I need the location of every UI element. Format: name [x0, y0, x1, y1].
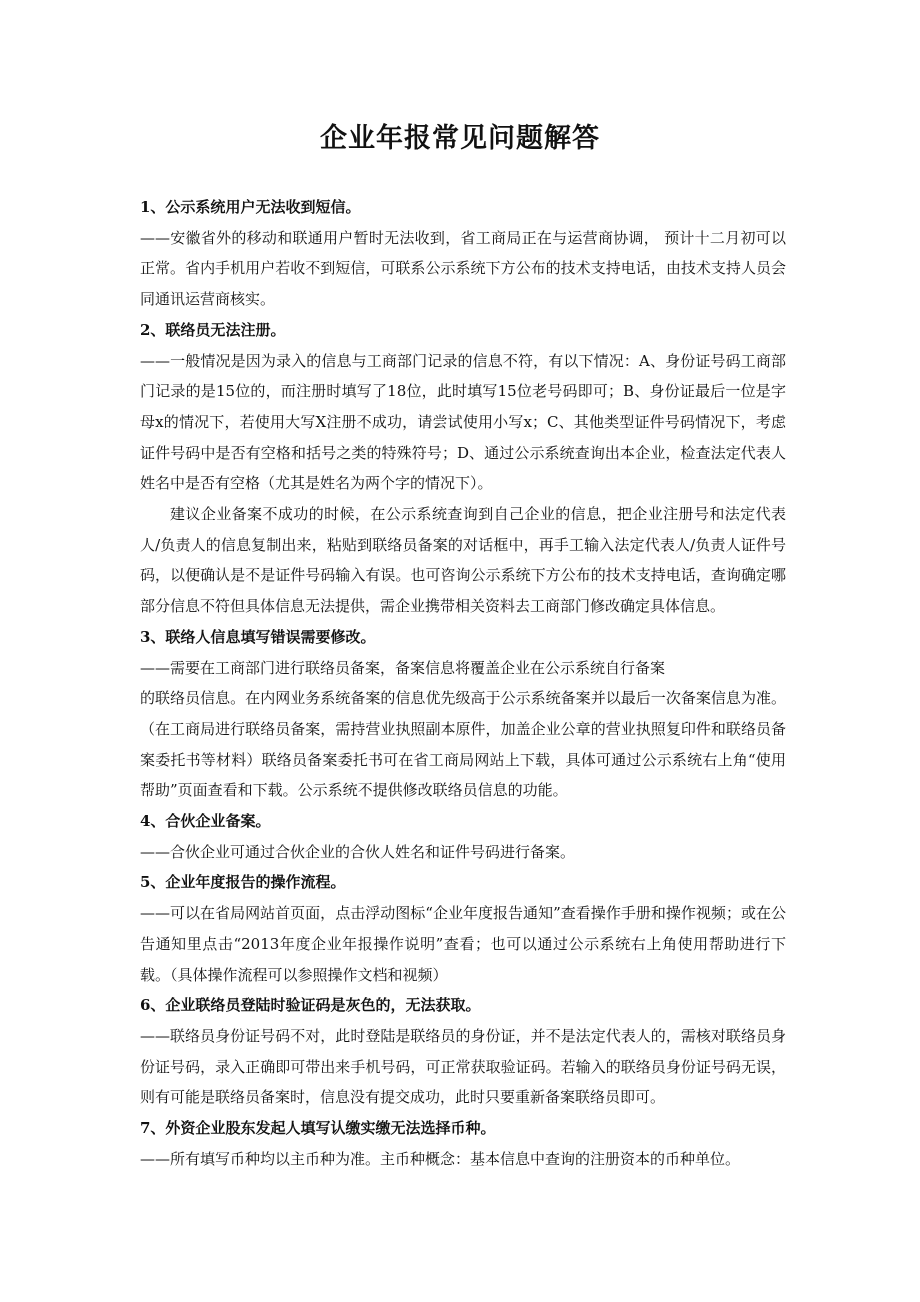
answer-4: ——合伙企业可通过合伙企业的合伙人姓名和证件号码进行备案。 [140, 842, 576, 861]
question-3: 3、联络人信息填写错误需要修改。 [140, 627, 376, 646]
answer-3-continued: 的联络员信息。在内网业务系统备案的信息优先级高于公示系统备案并以最后一次备案信息为准。（在工商局进行联络员备案，需持营业执照副本原件，加盖企业公章的营业执照复印件和联络员备案委托书等材料）联络员备案委托书可在省工商局网站上下载，具体可通过公示系统右上角“使用帮助”页面查看和下载。公示系统不提供修改联络员信息的功能。 [140, 689, 786, 800]
question-7: 7、外资企业股东发起人填写认缴实缴无法选择币种。 [140, 1119, 496, 1138]
question-5: 5、企业年度报告的操作流程。 [140, 873, 346, 892]
answer-1: ——安徽省外的移动和联通用户暂时无法收到，省工商局正在与运营商协调， 预计十二月初可以正常。省内手机用户若收不到短信，可联系公示系统下方公布的技术支持电话，由技术支持人员会同通讯运营商核实。 [140, 228, 786, 309]
answer-6: ——联络员身份证号码不对，此时登陆是联络员的身份证，并不是法定代表人的，需核对联络员身份证号码，录入正确即可带出来手机号码，可正常获取验证码。若输入的联络员身份证号码无误，则有可能是联络员备案时，信息没有提交成功，此时只要重新备案联络员即可。 [140, 1026, 786, 1107]
document-title: 企业年报常见问题解答 [320, 123, 600, 154]
answer-3: ——需要在工商部门进行联络员备案，备案信息将覆盖企业在公示系统自行备案 [140, 658, 666, 677]
answer-7: ——所有填写币种均以主币种为准。主币种概念：基本信息中查询的注册资本的币种单位。 [140, 1149, 741, 1168]
question-4: 4、合伙企业备案。 [140, 812, 271, 831]
document-body [140, 192, 786, 1175]
question-2: 2、联络员无法注册。 [140, 320, 286, 339]
answer-2: ——一般情况是因为录入的信息与工商部门记录的信息不符，有以下情况：A、身份证号码工商部门记录的是15位的，而注册时填写了18位，此时填写15位老号码即可；B、身份证最后一位是字母x的情况下，若使用大写X注册不成功，请尝试使用小写x；C、其他类型证件号码情况下，考虑证件号码中是否有空格和括号之类的特殊符号；D、通过公示系统查询出本企业，检查法定代表人姓名中是否有空格（尤其是姓名为两个字的情况下）。 [140, 351, 786, 493]
answer-2-suggestion: 建议企业备案不成功的时候，在公示系统查询到自己企业的信息，把企业注册号和法定代表人/负责人的信息复制出来，粘贴到联络员备案的对话框中，再手工输入法定代表人/负责人证件号码，以便确认是不是证件号码输入有误。也可咨询公示系统下方公布的技术支持电话，查询确定哪部分信息不符但具体信息无法提供，需企业携带相关资料去工商部门修改确定具体信息。 [140, 505, 786, 616]
answer-5: ——可以在省局网站首页面，点击浮动图标“企业年度报告通知”查看操作手册和操作视频；或在公告通知里点击“2013年度企业年报操作说明”查看；也可以通过公示系统右上角使用帮助进行下载。（具体操作流程可以参照操作文档和视频） [140, 904, 786, 984]
question-6: 6、企业联络员登陆时验证码是灰色的，无法获取。 [140, 996, 481, 1015]
question-1: 1、公示系统用户无法收到短信。 [140, 198, 361, 216]
